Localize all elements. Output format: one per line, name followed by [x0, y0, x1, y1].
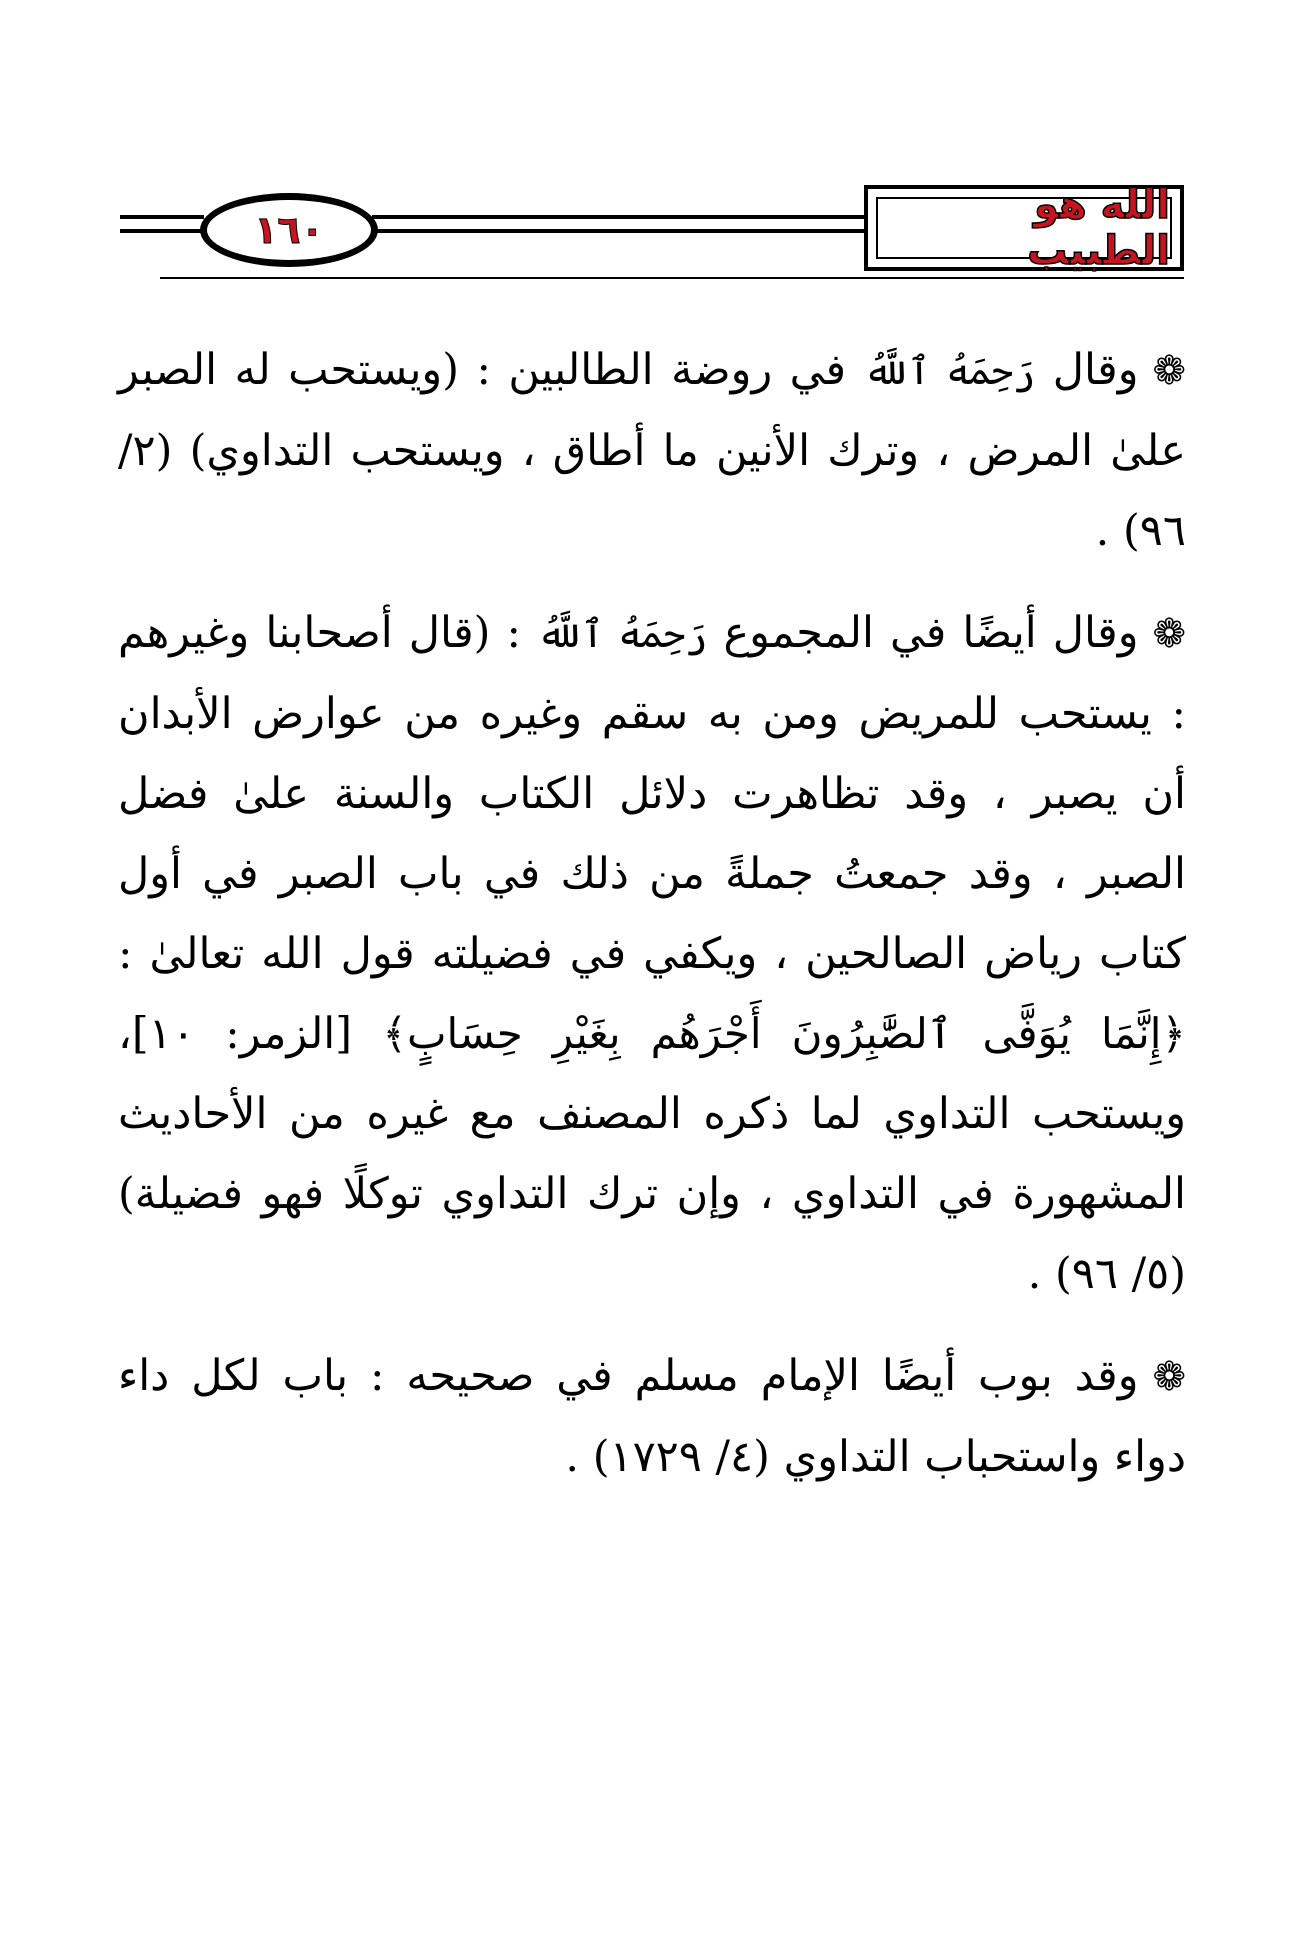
- title-box: [864, 182, 1184, 274]
- paragraph-text-part: وقال أيضًا في المجموع: [707, 608, 1139, 658]
- paragraph-text-part: [الزمر: ١٠]، ويستحب التداوي لما ذكره المصنف مع غيره من الأحاديث المشهورة في التداوي ، وإن ترك التداوي توكلًا فهو فضيلة) (٥/ ٩٦) .: [118, 1009, 1186, 1299]
- header-rule-middle-outer: [372, 215, 868, 219]
- title-box-inner: [876, 182, 1172, 274]
- paragraph: [118, 593, 1186, 1314]
- honorific-phrase: رَحِمَهُ ٱللَّهُ: [863, 349, 1036, 393]
- header-rule-bottom: [160, 277, 1184, 279]
- header-rule-left-outer: [120, 215, 204, 219]
- flower-bullet-icon: ❁: [1152, 1354, 1186, 1400]
- book-title: الله هو الطبيب: [1027, 182, 1170, 274]
- page-number: ١٦٠: [254, 208, 324, 252]
- flower-bullet-icon: ❁: [1152, 348, 1186, 394]
- paragraph-text-part: وقال: [1035, 345, 1139, 395]
- page-content: [118, 330, 1186, 1519]
- paragraph: [118, 330, 1186, 571]
- header-rule-left-inner: [120, 229, 204, 233]
- paragraph-text-part: في روضة الطالبين : (ويستحب له الصبر علىٰ المرض ، وترك الأنين ما أطاق ، ويستحب التداوي) (٢/ ٩٦) .: [118, 345, 1186, 556]
- quran-verse: ﴿إِنَّمَا يُوَفَّى ٱلصَّٰبِرُونَ أَجْرَهُم بِغَيْرِ حِسَابٍ﴾: [382, 1009, 1187, 1058]
- flower-bullet-icon: ❁: [1152, 611, 1186, 657]
- paragraph-text-part: : (قال أصحابنا وغيرهم : يستحب للمريض ومن به سقم وغيره من عوارض الأبدان أن يصبر ، وقد تظاهرت دلائل الكتاب والسنة علىٰ فضل الصبر ، وقد جمعتُ جملةً من ذلك في باب الصبر في أول كتاب رياض الصالحين ، ويكفي في فضيلته قول الله تعالىٰ :: [118, 608, 1186, 979]
- paragraph-text-part: وقد بوب أيضًا الإمام مسلم في صحيحه : باب لكل داء دواء واستحباب التداوي (٤/ ١٧٢٩) .: [118, 1351, 1186, 1482]
- page-header: [120, 182, 1184, 285]
- paragraph: [118, 1336, 1186, 1497]
- header-rule-middle-inner: [372, 229, 868, 233]
- honorific-phrase: رَحِمَهُ ٱللَّهُ: [537, 612, 708, 656]
- page-number-oval: [200, 193, 378, 267]
